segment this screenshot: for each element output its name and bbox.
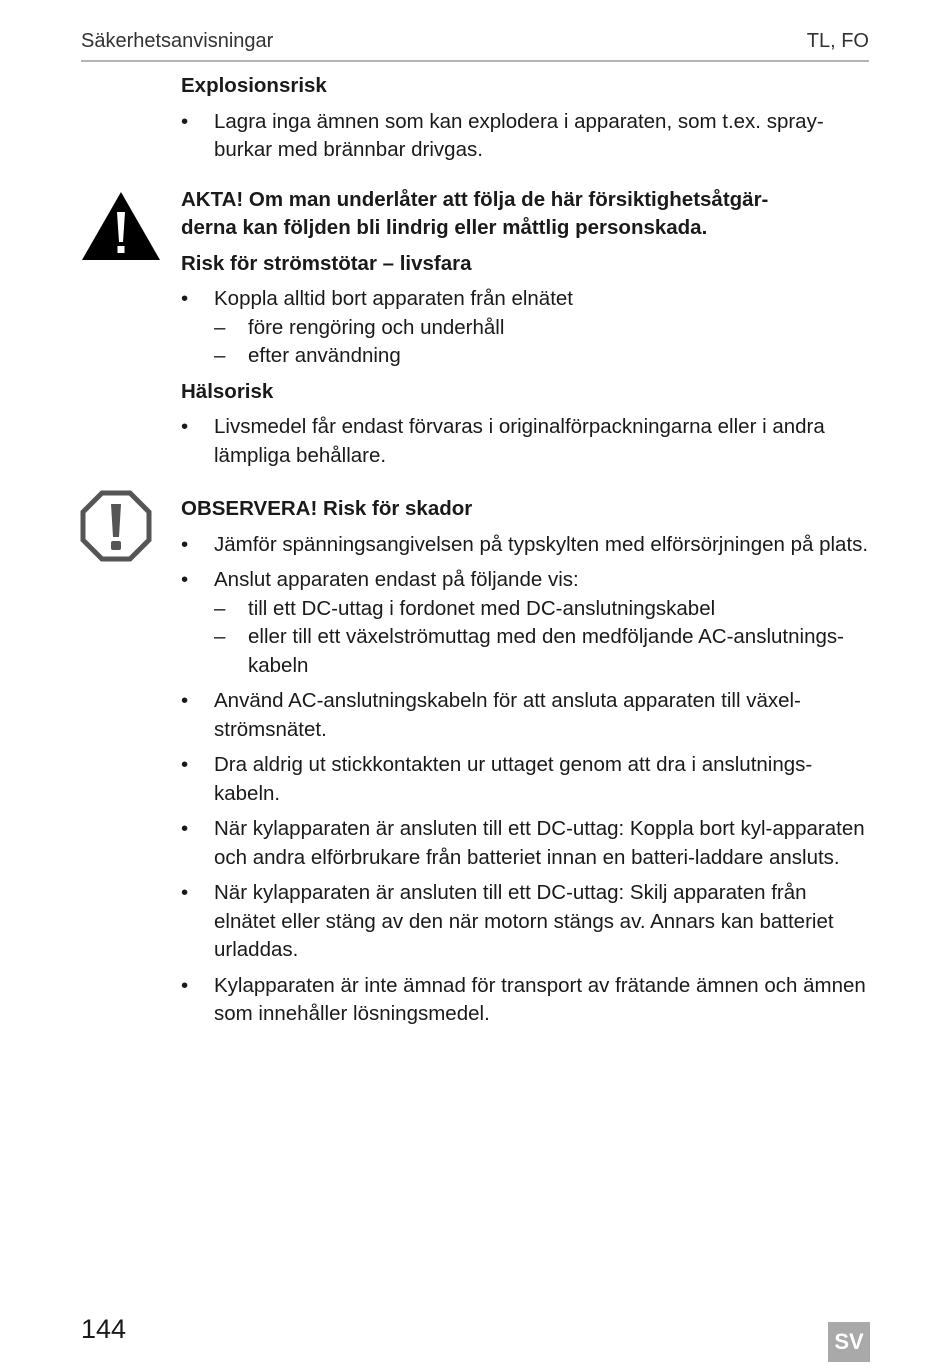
electric-bullet-list xyxy=(181,285,871,371)
page-header xyxy=(81,28,869,62)
dash-item: – eller till ett växelströmuttag med den medföljande AC-anslutnings-kabeln xyxy=(214,623,871,680)
list-item: • Använd AC-anslutningskabeln för att ansluta apparaten till växel-strömsnätet. xyxy=(181,687,871,744)
heading-electric-shock: Risk för strömstötar – livsfara xyxy=(181,251,472,275)
explosion-bullet-list xyxy=(181,108,871,165)
list-item: • Lagra inga ämnen som kan explodera i apparaten, som t.ex. spray-burkar med brännbar drivgas. xyxy=(181,108,871,165)
list-item-text: Anslut apparaten endast på följande vis: xyxy=(214,568,579,591)
notice-octagon-icon xyxy=(80,490,152,562)
list-item: • När kylapparaten är ansluten till ett DC-uttag: Koppla bort kyl-apparaten och andra elförbrukare från batteriet innan en batteri-laddare ansluts. xyxy=(181,815,871,872)
warning-statement xyxy=(181,186,871,243)
list-item: • Dra aldrig ut stickkontakten ur uttaget genom att dra i anslutnings-kabeln. xyxy=(181,751,871,808)
dash-item: – till ett DC-uttag i fordonet med DC-anslutningskabel xyxy=(214,595,871,624)
dash-item: – före rengöring och underhåll xyxy=(214,314,871,343)
page-number: 144 xyxy=(81,1314,127,1344)
list-item xyxy=(181,285,871,371)
list-item: • Livsmedel får endast förvaras i originalförpackningarna eller i andra lämpliga behållare. xyxy=(181,413,871,470)
notice-bullet-list xyxy=(181,531,871,1029)
language-badge: SV xyxy=(828,1322,870,1362)
header-model-codes: TL, FO xyxy=(806,30,869,52)
dash-list xyxy=(214,595,871,681)
warning-line-2: derna kan följden bli lindrig eller måttlig personskada. xyxy=(181,216,708,239)
heading-health-risk: Hälsorisk xyxy=(181,379,274,403)
list-item: • När kylapparaten är ansluten till ett DC-uttag: Skilj apparaten från elnätet eller stäng av den när motorn stängs av. Annars kan batteriet urladdas. xyxy=(181,879,871,965)
warning-line-1: AKTA! Om man underlåter att följa de här försiktighetsåtgär- xyxy=(181,187,769,211)
main-content xyxy=(181,72,871,1036)
list-item: • Jämför spänningsangivelsen på typskylten med elförsörjningen på plats. xyxy=(181,531,871,560)
heading-notice: OBSERVERA! Risk för skador xyxy=(181,497,473,520)
warning-triangle-icon xyxy=(80,190,162,262)
list-item: • Kylapparaten är inte ämnad för transport av frätande ämnen och ämnen som innehåller lösningsmedel. xyxy=(181,972,871,1029)
list-item-text: Koppla alltid bort apparaten från elnätet xyxy=(214,287,574,310)
header-section-title: Säkerhetsanvisningar xyxy=(81,30,274,52)
dash-list xyxy=(214,314,871,371)
dash-item: – efter användning xyxy=(214,342,871,371)
heading-explosion-risk: Explosionsrisk xyxy=(181,74,327,97)
health-bullet-list xyxy=(181,413,871,470)
list-item xyxy=(181,566,871,680)
